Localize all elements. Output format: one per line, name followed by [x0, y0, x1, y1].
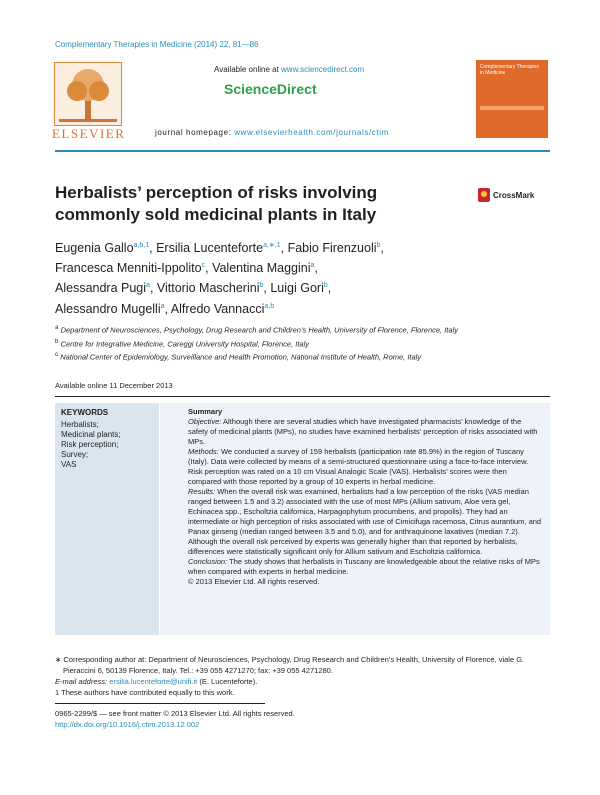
keywords-heading: KEYWORDS	[61, 408, 109, 417]
cover-band	[480, 106, 544, 110]
author: Luigi Gori$^b$,	[270, 281, 332, 296]
keyword-item: VAS	[61, 460, 77, 469]
author: Alfredo Vannacci$^{a,b}$	[170, 301, 275, 316]
abstract-divider	[55, 396, 550, 397]
doi-link[interactable]: http://dx.doi.org/10.1016/j.ctim.2013.12.002	[55, 720, 200, 729]
author: Alessandra Pugi$^a$,	[55, 281, 157, 296]
sciencedirect-link[interactable]: www.sciencedirect.com	[281, 65, 365, 74]
sciencedirect-logo[interactable]: ScienceDirect	[224, 81, 317, 97]
author: Vittorio Mascherini$^b$,	[156, 281, 271, 296]
header-divider	[55, 150, 550, 152]
keyword-item: Herbalists;	[61, 420, 99, 429]
affiliation-a: $^a$ Department of Neurosciences, Psychology, Drug Research and Children’s Health, University of Florence, Florence, Italy	[55, 324, 458, 335]
crossmark-badge[interactable]	[478, 188, 534, 202]
keywords-box	[55, 403, 159, 635]
article-footer	[55, 708, 295, 730]
crossmark-icon	[478, 188, 490, 202]
author: Francesca Menniti-Ippolito$^c$,	[55, 261, 213, 276]
author-list	[55, 237, 485, 318]
homepage-link[interactable]: www.elsevierhealth.com/journals/ctim	[234, 128, 389, 137]
author: Alessandro Mugelli$^a$,	[55, 301, 171, 316]
summary-heading: Summary	[188, 407, 223, 416]
footer-divider	[55, 703, 265, 704]
email-note: E-mail address: ersilia.lucenteforte@unifi.it (E. Lucenteforte).	[55, 677, 258, 686]
available-prefix: Available online at	[214, 65, 282, 74]
homepage-prefix: journal homepage:	[155, 128, 235, 137]
keyword-item: Medicinal plants;	[61, 430, 121, 439]
author: Eugenia Gallo$^{a,b,1}$,	[55, 241, 157, 256]
footnotes	[55, 654, 550, 698]
summary-methods: Methods: We conducted a survey of 159 herbalists (participation rate 85.9%) in the region of Tuscany (Italy). Data were collected by means of a semi-structured questionnaire using a face-to-face interview. Risk perception was rated on a 10 cm Visual Analogic Scale (VAS). Herbalists’ scores were then compared with those reported by a group of 10 experts in herbal medicine.	[188, 447, 529, 486]
publisher-wordmark: ELSEVIER	[52, 126, 126, 141]
author: Ersilia Lucenteforte$^{a,∗,1}$,	[156, 241, 288, 256]
summary-copyright: © 2013 Elsevier Ltd. All rights reserved.	[188, 577, 320, 586]
author: Valentina Maggini$^a$,	[212, 261, 318, 276]
issn-line: 0965-2299/$ — see front matter © 2013 Elsevier Ltd. All rights reserved.	[55, 709, 295, 718]
affiliation-c: $^c$ National Center of Epidemiology, Surveillance and Health Promotion, National Institute of Health, Rome, Italy	[55, 351, 422, 362]
equal-contribution-note: 1 These authors have contributed equally to this work.	[55, 688, 235, 697]
crossmark-label: CrossMark	[493, 190, 535, 200]
author: Fabio Firenzuoli$^b$,	[287, 241, 384, 256]
email-link[interactable]: ersilia.lucenteforte@unifi.it	[109, 677, 198, 686]
article-title: Herbalists’ perception of risks involving commonly sold medicinal plants in Italy	[55, 183, 378, 224]
abstract-summary	[160, 403, 550, 635]
corresponding-author-note: ∗ Corresponding author at: Department of Neurosciences, Psychology, Drug Research and Children’s Health, University of Florence, viale G. Pieraccini 6, 50139 Florence, Italy. Tel.: +39 055 4271270; fax: +39 055 4271280.	[55, 655, 525, 675]
journal-reference[interactable]: Complementary Therapies in Medicine (2014) 22, 81—86	[55, 40, 259, 49]
journal-homepage-line	[155, 128, 389, 137]
keyword-item: Survey;	[61, 450, 89, 459]
cover-title: Complementary Therapies in Medicine	[480, 64, 539, 76]
summary-results: Results: When the overall risk was examined, herbalists had a low perception of the risks (VAS median ranged between 1.5 and 3.2) associated with the use of most MPs (Allium sativum, Aloe vera gel, Echinacea spp., Escholtzia californica, Harpagophytum procumbens, and propolis). They had an intermediate or high perception of risks associated with use of Cimicifuga racemosa, Citrus aurantium, and Panax ginseng (median ranged between 3.5 and 5.0), and for anthraquinone laxatives (median 7.2). Although the overall risk perceived by experts was generally higher than that reported by herbalists, differences were statistically significant only for Allium sativum and Escholtzia californica.	[188, 487, 542, 556]
online-date: Available online 11 December 2013	[55, 381, 173, 390]
affiliations	[55, 322, 495, 363]
affiliation-b: $^b$ Centre for Integrative Medicine, Careggi University Hospital, Florence, Italy	[55, 337, 310, 348]
available-online-line	[214, 65, 364, 74]
summary-objective: Objective: Although there are several studies which have investigated pharmacists’ knowledge of the safety of medicinal plants (MPs), no studies have examined herbalists’ perception of risks associated with MPs.	[188, 417, 538, 446]
journal-cover-thumbnail[interactable]	[476, 60, 548, 138]
summary-conclusion: Conclusion: The study shows that herbalists in Tuscany are knowledgeable about the relative risks of MPs when compared with experts in herbal medicine.	[188, 557, 540, 576]
keyword-item: Risk perception;	[61, 440, 119, 449]
elsevier-tree-logo	[54, 62, 122, 126]
